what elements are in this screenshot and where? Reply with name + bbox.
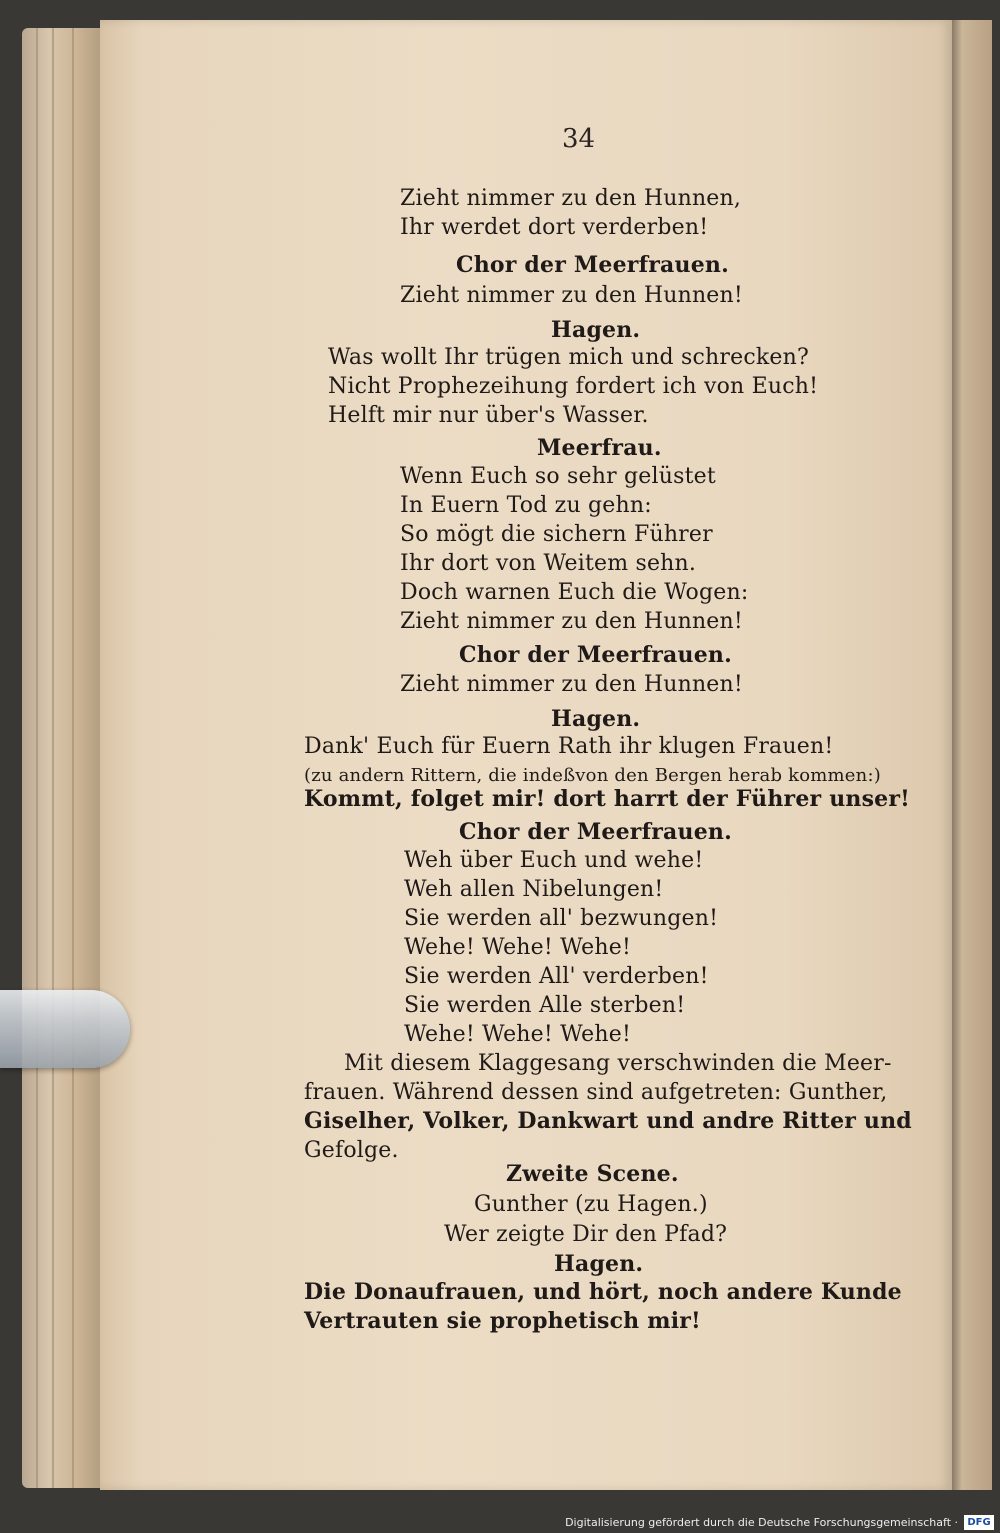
prose-line: Giselher, Volker, Dankwart und andre Ritter und xyxy=(304,1108,912,1134)
facing-page-edge xyxy=(952,20,992,1490)
verse-line: Kommt, folget mir! dort harrt der Führer unser! xyxy=(304,786,911,812)
verse-line: Ihr werdet dort verderben! xyxy=(400,215,709,240)
verse-line: Zieht nimmer zu den Hunnen! xyxy=(400,283,743,308)
prose-line: Mit diesem Klaggesang verschwinden die Meer- xyxy=(344,1051,892,1076)
verse-line: So mögt die sichern Führer xyxy=(400,522,713,547)
dfg-logo: DFG xyxy=(964,1515,994,1530)
verse-line: Wehe! Wehe! Wehe! xyxy=(404,935,631,960)
verse-line: Sie werden Alle sterben! xyxy=(404,993,686,1018)
verse-line: Vertrauten sie prophetisch mir! xyxy=(304,1308,701,1334)
verse-line: Die Donaufrauen, und hört, noch andere Kunde xyxy=(304,1279,902,1305)
speaker-heading: Gunther (zu Hagen.) xyxy=(474,1192,708,1217)
verse-line: In Euern Tod zu gehn: xyxy=(400,493,652,518)
speaker-heading: Chor der Meerfrauen. xyxy=(459,642,732,668)
stage-direction: (zu andern Rittern, die indeßvon den Bergen herab kommen:) xyxy=(304,765,881,786)
verse-line: Ihr dort von Weitem sehn. xyxy=(400,551,697,576)
verse-line: Sie werden All' verderben! xyxy=(404,964,709,989)
speaker-heading: Hagen. xyxy=(554,1251,644,1277)
speaker-heading: Hagen. xyxy=(551,706,641,732)
speaker-heading: Hagen. xyxy=(551,317,641,343)
footer-bar xyxy=(0,1512,1000,1533)
verse-line: Wehe! Wehe! Wehe! xyxy=(404,1022,631,1047)
speaker-heading: Chor der Meerfrauen. xyxy=(456,252,729,278)
verse-line: Dank' Euch für Euern Rath ihr klugen Frauen! xyxy=(304,734,834,759)
prose-line: Gefolge. xyxy=(304,1138,399,1163)
verse-line: Sie werden all' bezwungen! xyxy=(404,906,719,931)
footer-credit: Digitalisierung gefördert durch die Deutsche Forschungsgemeinschaft · xyxy=(565,1516,958,1529)
page-number: 34 xyxy=(562,124,596,154)
verse-line: Helft mir nur über's Wasser. xyxy=(328,403,649,428)
verse-line: Wenn Euch so sehr gelüstet xyxy=(400,464,716,489)
verse-line: Weh über Euch und wehe! xyxy=(404,848,704,873)
verse-line: Zieht nimmer zu den Hunnen, xyxy=(400,186,742,211)
book-edge xyxy=(22,28,112,1488)
prose-line: frauen. Während dessen sind aufgetreten: Gunther, xyxy=(304,1080,888,1105)
verse-line: Weh allen Nibelungen! xyxy=(404,877,664,902)
speaker-heading: Meerfrau. xyxy=(537,435,662,461)
page-clip xyxy=(0,990,130,1068)
scene-heading: Zweite Scene. xyxy=(506,1161,679,1187)
verse-line: Was wollt Ihr trügen mich und schrecken? xyxy=(328,345,809,370)
verse-line: Doch warnen Euch die Wogen: xyxy=(400,580,749,605)
verse-line: Nicht Prophezeihung fordert ich von Euch! xyxy=(328,374,819,399)
verse-line: Wer zeigte Dir den Pfad? xyxy=(444,1222,728,1247)
verse-line: Zieht nimmer zu den Hunnen! xyxy=(400,672,743,697)
speaker-heading: Chor der Meerfrauen. xyxy=(459,819,732,845)
verse-line: Zieht nimmer zu den Hunnen! xyxy=(400,609,743,634)
